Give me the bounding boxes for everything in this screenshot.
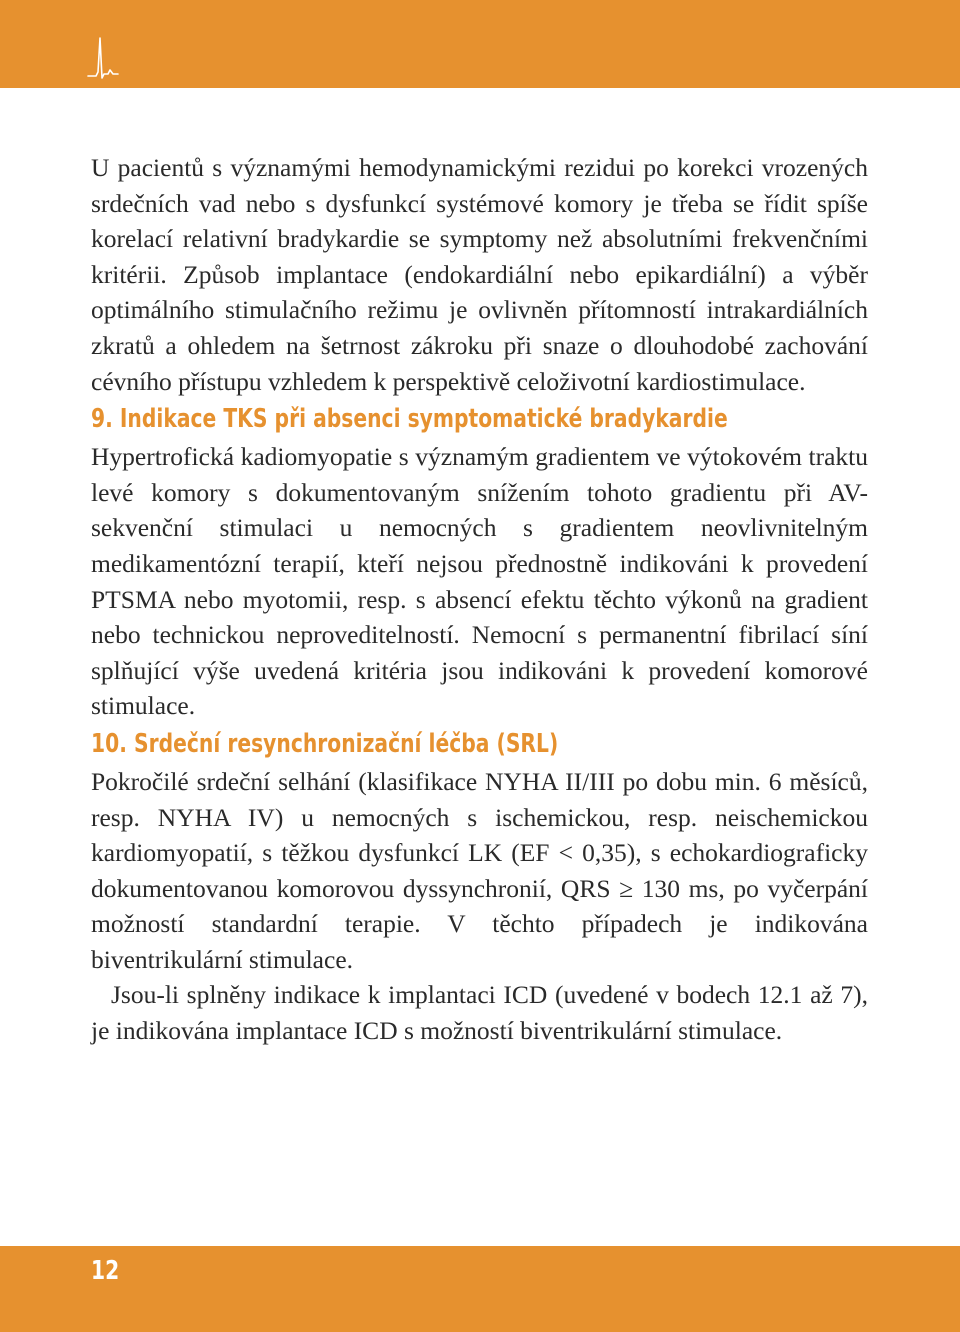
section-10-paragraph-2: Jsou-li splněny indikace k implantaci ICD (uvedené v bodech 12.1 až 7), je indikována implantace ICD s možností biventrikulární stimulace. <box>91 980 868 1046</box>
section-9-paragraph: Hypertrofická kadiomyopatie s významým gradientem ve výtokovém traktu levé komory s dokumentovaným snížením tohoto gradientu při AV-sekvenční stimulaci u nemocných s gradientem neovlivnitelným medikamentózní terapií, kteří nejsou přednostně indikováni k provedení PTSMA nebo myotomii, resp. s absencí efektu těchto výkonů na gradient nebo technickou neproveditelností. Nemocní s permanentní fibrilací síní splňující výše uvedená kritéria jsou indikováni k provedení komorové stimulace. <box>91 442 868 721</box>
intro-paragraph: U pacientů s významými hemodynamickými rezidui po korekci vrozených srdečních vad nebo s dysfunkcí systémové komory je třeba se řídit spíše korelací relativní bradykardie se symptomy než absolutními frekvenčními kritérii. Způsob implantace (endokardiální nebo epikardiální) a výběr optimálního stimulačního režimu je ovlivněn přítomností intrakardiálních zkratů a ohledem na šetrnost zákroku při snaze o dlouhodobé zachování cévního přístupu vzhledem k perspektivě celoživotní kardiostimulace. <box>91 153 868 396</box>
page-content <box>91 150 868 1049</box>
section-10-paragraph-1: Pokročilé srdeční selhání (klasifikace NYHA II/III po dobu min. 6 měsíců, resp. NYHA IV) u nemocných s ischemickou, resp. neischemickou kardiomyopatií, s těžkou dysfunkcí LK (EF < 0,35), s echokardiograficky dokumentovanou komorovou dyssynchronií, QRS ≥ 130 ms, po vyčerpání možností standardní terapie. V těchto případech je indikována biventrikulární stimulace. <box>91 766 868 974</box>
section-9-heading: 9. Indikace TKS při absenci symptomatické bradykardie <box>91 404 728 435</box>
page-number: 12 <box>91 1256 120 1286</box>
ecg-waveform-icon <box>86 36 120 82</box>
footer-band <box>0 1246 960 1332</box>
header-band <box>0 0 960 88</box>
section-10-heading: 10. Srdeční resynchronizační léčba (SRL) <box>91 728 559 759</box>
